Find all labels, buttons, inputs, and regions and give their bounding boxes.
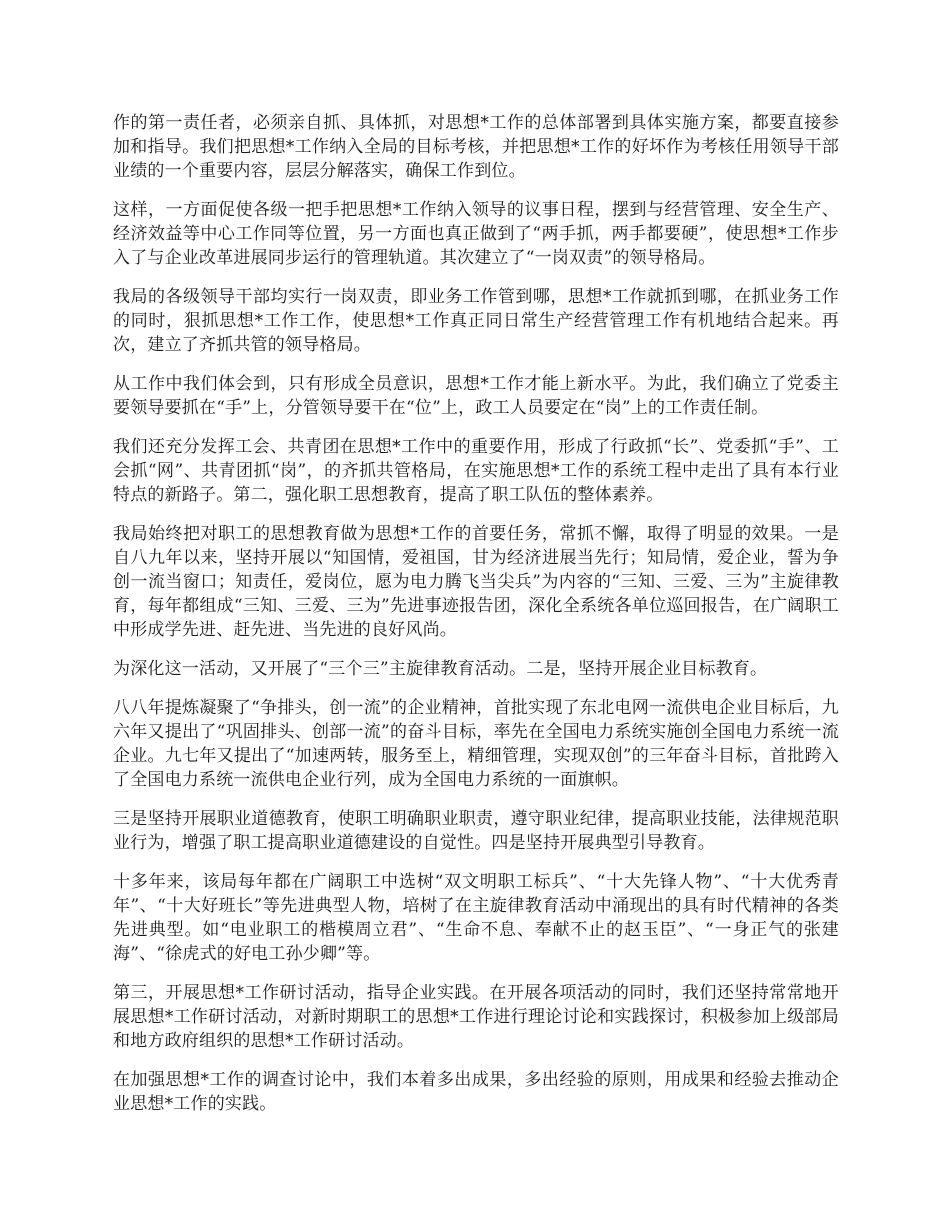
paragraph: 在加强思想*工作的调查讨论中，我们本着多出成果，多出经验的原则，用成果和经验去推动企业思想*工作的实践。 [113,1070,839,1114]
paragraph: 我局的各级领导干部均实行一岗双责，即业务工作管到哪，思想*工作就抓到哪，在抓业务工作的同时，狠抓思想*工作工作，使思想*工作真正同日常生产经营管理工作有机地结合起来。再次，建立了齐抓共管的领导格局。 [113,287,839,355]
paragraph: 为深化这一活动，又开展了“三个三”主旋律教育活动。二是，坚持开展企业目标教育。 [113,659,768,679]
paragraph: 我们还充分发挥工会、共青团在思想*工作中的重要作用，形成了行政抓“长”、党委抓“手”、工会抓“网”、共青团抓“岗”，的齐抓共管格局，在实施思想*工作的系统工程中走出了具有本行业特点的新路子。第二，强化职工思想教育，提高了职工队伍的整体素养。 [113,437,839,505]
paragraph: 我局始终把对职工的思想教育做为思想*工作的首要任务，常抓不懈，取得了明显的效果。一是自八九年以来，坚持开展以“知国情，爱祖国，甘为经济进展当先行；知局情，爱企业，誓为争创一流当窗口；知责任，爱岗位，愿为电力腾飞当尖兵”为内容的“三知、三爱、三为”主旋律教育，每年都组成“三知、三爱、三为”先进事迹报告团，深化全系统各单位巡回报告，在广阔职工中形成学先进、赶先进、当先进的良好风尚。 [113,524,839,640]
paragraph: 第三，开展思想*工作研讨活动，指导企业实践。在开展各项活动的同时，我们还坚持常常地开展思想*工作研讨活动，对新时期职工的思想*工作进行理论讨论和实践探讨，积极参加上级部局和地方政府组织的思想*工作研讨活动。 [113,983,839,1051]
document-page [113,111,839,1131]
paragraph: 八八年提炼凝聚了“争排头，创一流”的企业精神，首批实现了东北电网一流供电企业目标后，九六年又提出了“巩固排头、创部一流”的奋斗目标，率先在全国电力系统实施创全国电力系统一流企业。九七年又提出了“加速两转，服务至上，精细管理，实现双创”的三年奋斗目标，首批跨入了全国电力系统一流供电企业行列，成为全国电力系统的一面旗帜。 [113,698,839,790]
paragraph: 作的第一责任者，必须亲自抓、具体抓，对思想*工作的总体部署到具体实施方案，都要直接参加和指导。我们把思想*工作纳入全局的目标考核，并把思想*工作的好坏作为考核任用领导干部业绩的一个重要内容，层层分解落实，确保工作到位。 [113,113,839,181]
paragraph: 三是坚持开展职业道德教育，使职工明确职业职责，遵守职业纪律，提高职业技能，法律规范职业行为，增强了职工提高职业道德建设的自觉性。四是坚持开展典型引导教育。 [113,809,839,853]
paragraph: 这样，一方面促使各级一把手把思想*工作纳入领导的议事日程，摆到与经营管理、安全生产、经济效益等中心工作同等位置，另一方面也真正做到了“两手抓，两手都要硬”，使思想*工作步入了与企业改革进展同步运行的管理轨道。其次建立了“一岗双责”的领导格局。 [113,200,839,268]
paragraph: 从工作中我们体会到，只有形成全员意识，思想*工作才能上新水平。为此，我们确立了党委主要领导要抓在“手”上，分管领导要干在“位”上，政工人员要定在“岗”上的工作责任制。 [113,374,839,418]
paragraph: 十多年来，该局每年都在广阔职工中选树“双文明职工标兵”、“十大先锋人物”、“十大优秀青年”、“十大好班长”等先进典型人物，培树了在主旋律教育活动中涌现出的具有时代精神的各类先进典型。如“电业职工的楷模周立君”、“生命不息、奉献不止的赵玉臣”、“一身正气的张建海”、“徐虎式的好电工孙少卿”等。 [113,872,839,964]
